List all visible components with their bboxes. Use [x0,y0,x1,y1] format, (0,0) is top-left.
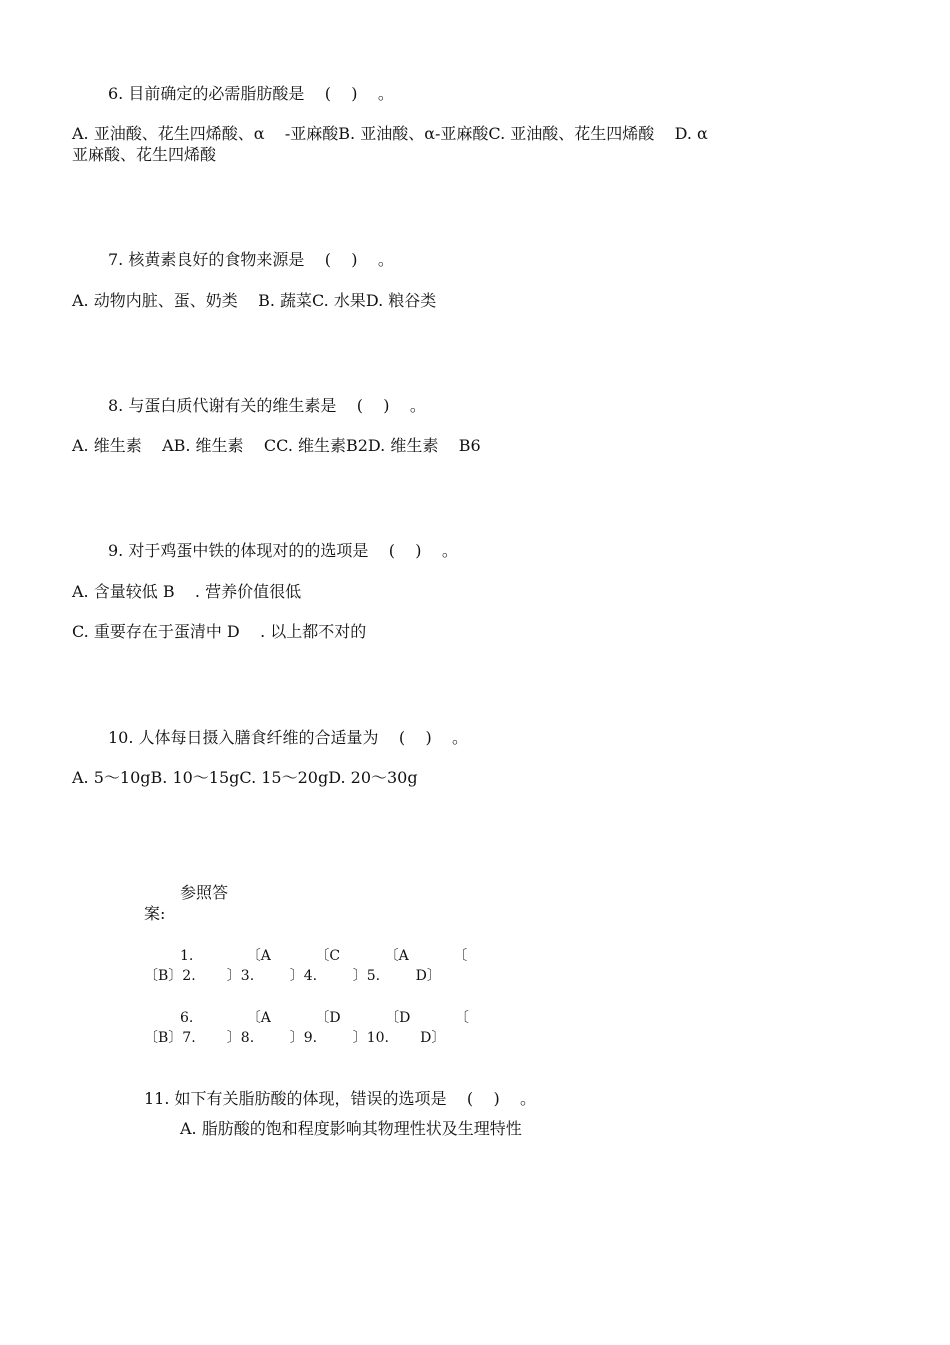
question-9-stem: 9. 对于鸡蛋中铁的体现对的的选项是 ( ) 。 [108,541,458,560]
question-8-options: A. 维生素 AB. 维生素 CC. 维生素B2D. 维生素 B6 [72,436,481,455]
answers-row2-top: 6. 〔A 〔D 〔D 〔 [180,1010,469,1026]
question-10-stem: 10. 人体每日摄入膳食纤维的合适量为 ( ) 。 [108,728,469,747]
question-7-stem: 7. 核黄素良好的食物来源是 ( ) 。 [108,250,394,269]
answers-title-line2: 案: [144,904,166,923]
question-6-options-line2: 亚麻酸、花生四烯酸 [72,145,217,164]
question-11-stem: 11. 如下有关脂肪酸的体现，错误的选项是 ( ) 。 [144,1089,537,1108]
answers-row1-bottom: 〔B〕2. 〕3. 〕4. 〕5. D〕 [144,968,441,984]
question-8-stem: 8. 与蛋白质代谢有关的维生素是 ( ) 。 [108,396,426,415]
question-7-options: A. 动物内脏、蛋、奶类 B. 蔬菜C. 水果D. 粮谷类 [72,291,437,310]
question-11-option-a: A. 脂肪酸的饱和程度影响其物理性状及生理特性 [180,1119,522,1138]
answers-title-line1: 参照答 [180,883,229,902]
question-6-options-line1: A. 亚油酸、花生四烯酸、α -亚麻酸B. 亚油酸、α-亚麻酸C. 亚油酸、花生四烯酸 D. α [72,124,708,143]
question-10-options: A. 5～10gB. 10～15gC. 15～20gD. 20～30g [72,768,418,787]
question-6-stem: 6. 目前确定的必需脂肪酸是 ( ) 。 [108,84,394,103]
answers-row1-top: 1. 〔A 〔C 〔A 〔 [180,948,468,964]
answers-row2-bottom: 〔B〕7. 〕8. 〕9. 〕10. D〕 [144,1030,446,1046]
question-9-options-line1: A. 含量较低 B . 营养价值很低 [72,582,302,601]
question-9-options-line2: C. 重要存在于蛋清中 D . 以上都不对的 [72,622,367,641]
